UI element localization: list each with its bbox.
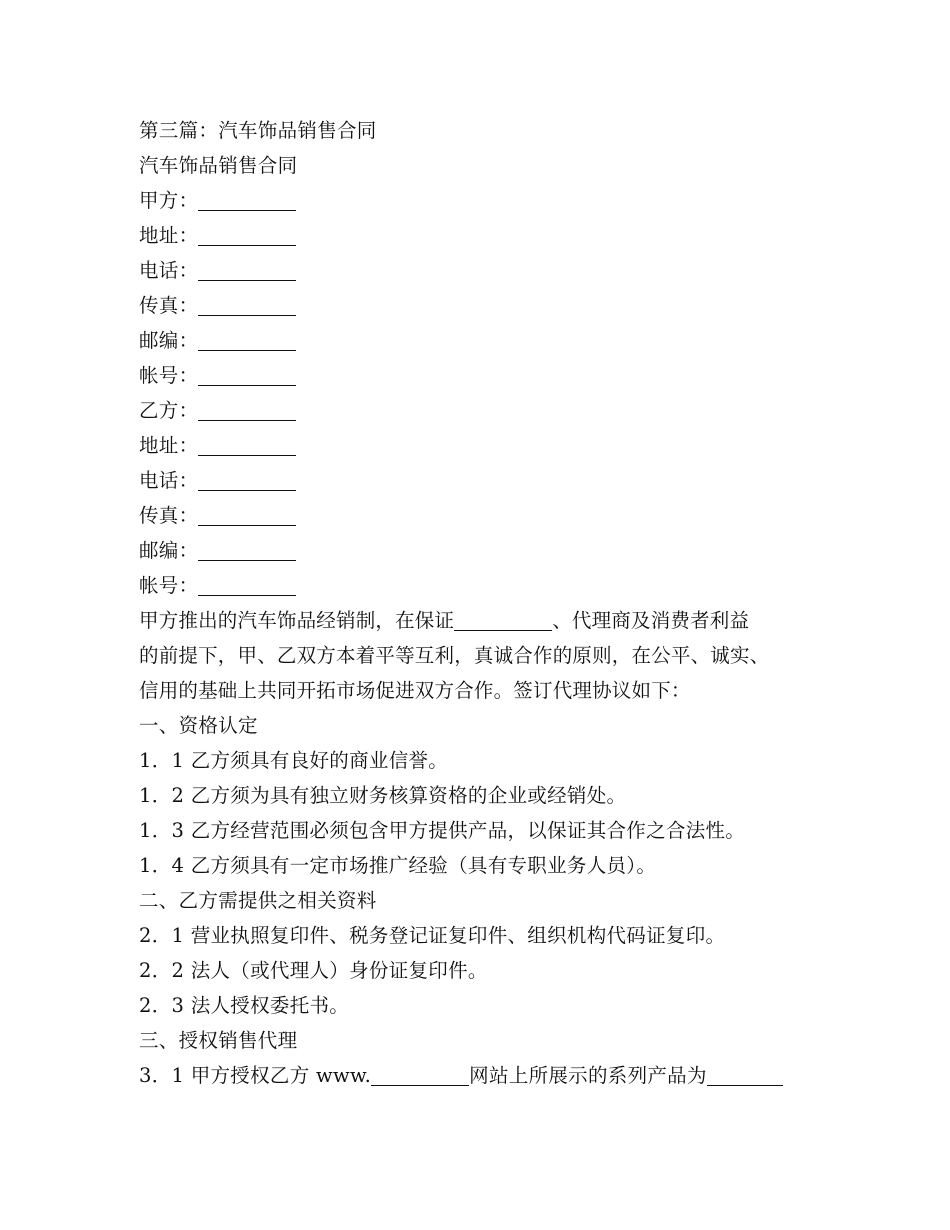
- clause: 1．2 乙方须为具有独立财务核算资格的企业或经销处。: [139, 784, 627, 807]
- fill-in-blank: [198, 503, 296, 526]
- section-title: 一、资格认定: [139, 714, 258, 737]
- field-label: 传真：: [139, 294, 199, 317]
- field-label: 甲方：: [139, 189, 199, 212]
- field-label: 电话：: [139, 469, 199, 492]
- fill-in-blank: [198, 293, 296, 316]
- party-a-account-field: [139, 358, 839, 393]
- fill-in-blank: [198, 328, 296, 351]
- intro-paragraph: [139, 603, 839, 708]
- party-b-fields: [139, 393, 839, 603]
- clause: 1．4 乙方须具有一定市场推广经验（具有专职业务人员）。: [139, 854, 657, 877]
- fill-in-blank: [198, 188, 296, 211]
- intro-text: 、代理商及消费者利益: [552, 609, 750, 632]
- document-heading: 第三篇：汽车饰品销售合同: [139, 119, 377, 142]
- field-label: 乙方：: [139, 399, 199, 422]
- document-page: [139, 113, 839, 1093]
- field-label: 邮编：: [139, 539, 199, 562]
- party-b-fax-field: [139, 498, 839, 533]
- party-a-phone-field: [139, 253, 839, 288]
- party-a-address-field: [139, 218, 839, 253]
- fill-in-blank: [198, 433, 296, 456]
- clause-text: 3．1 甲方授权乙方 www.: [139, 1064, 372, 1087]
- party-b-account-field: [139, 568, 839, 603]
- fill-in-blank: [198, 468, 296, 491]
- party-a-postcode-field: [139, 323, 839, 358]
- contract-title: 汽车饰品销售合同: [139, 154, 298, 177]
- fill-in-blank: [198, 363, 296, 386]
- fill-in-blank: [198, 573, 296, 596]
- intro-line: 的前提下，甲、乙双方本着平等互利，真诚合作的原则，在公平、诚实、: [139, 644, 770, 667]
- party-a-fax-field: [139, 288, 839, 323]
- clause-text: 网站上所展示的系列产品为: [469, 1064, 707, 1087]
- party-a-name-field: [139, 183, 839, 218]
- section-authorization: [139, 1023, 839, 1093]
- intro-line: [139, 603, 839, 638]
- fill-in-blank: [198, 538, 296, 561]
- field-label: 地址：: [139, 224, 199, 247]
- party-b-address-field: [139, 428, 839, 463]
- party-b-phone-field: [139, 463, 839, 498]
- fill-in-blank: [198, 258, 296, 281]
- field-label: 帐号：: [139, 364, 199, 387]
- fill-in-blank: [198, 223, 296, 246]
- intro-text: 甲方推出的汽车饰品经销制，在保证: [139, 609, 455, 632]
- clause: 2．3 法人授权委托书。: [139, 994, 350, 1017]
- section-title: 三、授权销售代理: [139, 1029, 298, 1052]
- fill-in-blank: [371, 1063, 469, 1086]
- field-label: 帐号：: [139, 574, 199, 597]
- party-b-name-field: [139, 393, 839, 428]
- clause: 2．2 法人（或代理人）身份证复印件。: [139, 959, 488, 982]
- party-a-fields: [139, 183, 839, 393]
- clause: [139, 1058, 839, 1093]
- fill-in-blank: [454, 608, 552, 631]
- clause: 2．1 营业执照复印件、税务登记证复印件、组织机构代码证复印。: [139, 924, 726, 947]
- clause: 1．1 乙方须具有良好的商业信誉。: [139, 749, 449, 772]
- intro-line: 信用的基础上共同开拓市场促进双方合作。签订代理协议如下：: [139, 679, 691, 702]
- field-label: 地址：: [139, 434, 199, 457]
- field-label: 电话：: [139, 259, 199, 282]
- party-b-postcode-field: [139, 533, 839, 568]
- section-qualification: [139, 708, 839, 883]
- field-label: 传真：: [139, 504, 199, 527]
- fill-in-blank: [198, 398, 296, 421]
- section-title: 二、乙方需提供之相关资料: [139, 889, 377, 912]
- section-documents: [139, 883, 839, 1023]
- fill-in-blank: [707, 1063, 783, 1086]
- clause: 1．3 乙方经营范围必须包含甲方提供产品，以保证其合作之合法性。: [139, 819, 746, 842]
- field-label: 邮编：: [139, 329, 199, 352]
